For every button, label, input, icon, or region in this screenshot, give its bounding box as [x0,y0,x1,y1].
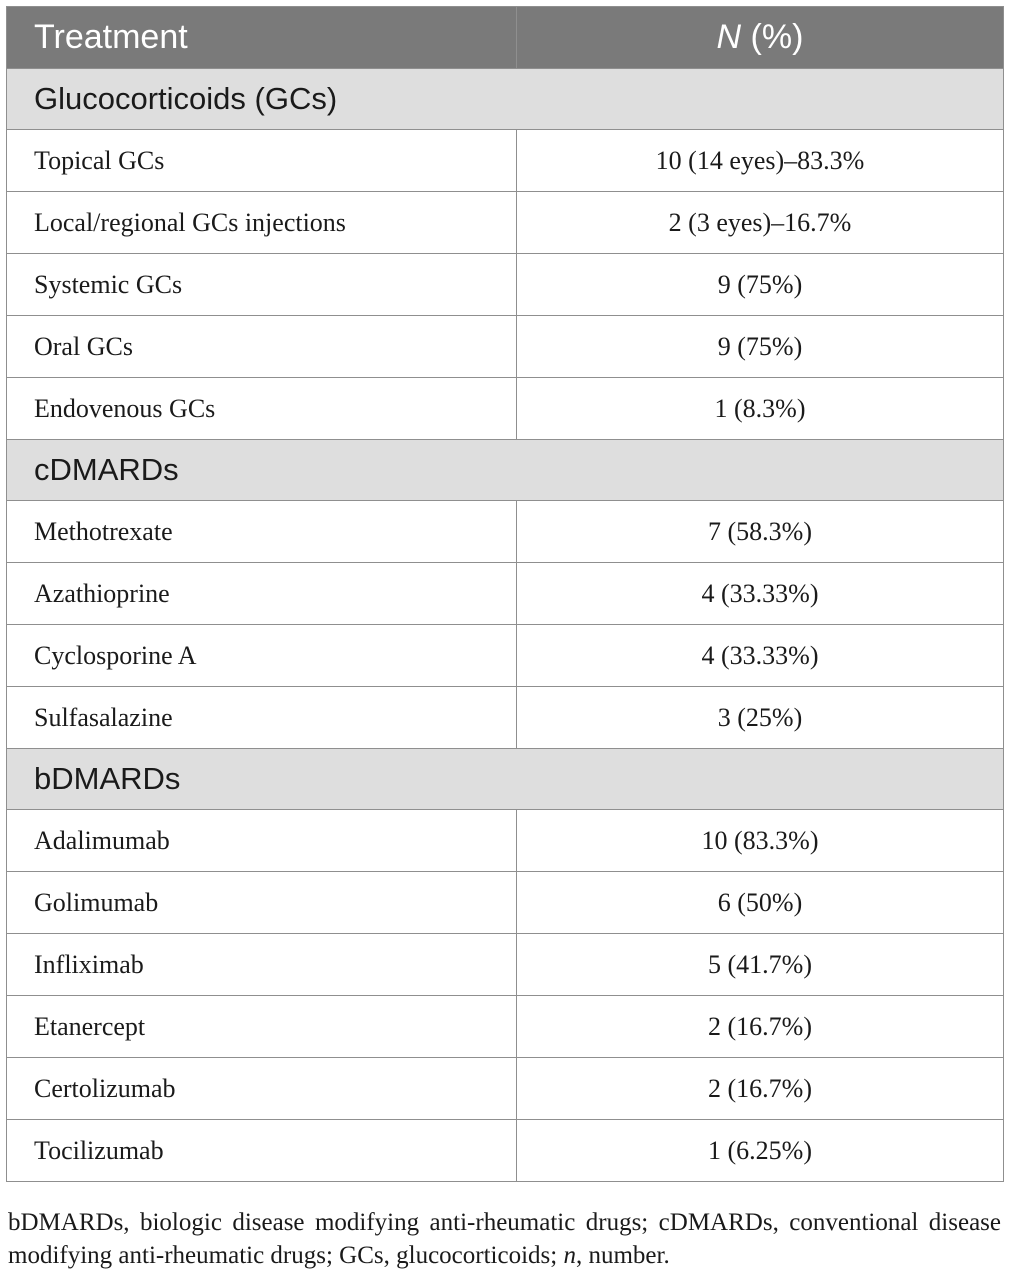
treatment-name: Oral GCs [7,316,517,378]
treatment-name: Methotrexate [7,501,517,563]
table-row [7,192,1004,254]
treatment-name: Infliximab [7,934,517,996]
table-row [7,501,1004,563]
treatment-value: 6 (50%) [517,872,1004,934]
section-row-cdmards [7,440,1004,501]
treatment-value: 1 (8.3%) [517,378,1004,440]
table-row [7,687,1004,749]
header-treatment: Treatment [7,7,517,69]
treatment-value: 3 (25%) [517,687,1004,749]
treatment-name: Sulfasalazine [7,687,517,749]
header-n-percent [517,7,1004,69]
treatment-name: Local/regional GCs injections [7,192,517,254]
treatment-name: Etanercept [7,996,517,1058]
treatment-value: 10 (14 eyes)–83.3% [517,130,1004,192]
table-row [7,316,1004,378]
treatment-value: 9 (75%) [517,254,1004,316]
table-row [7,996,1004,1058]
table-row [7,810,1004,872]
table-row [7,563,1004,625]
table-row [7,1120,1004,1182]
section-title: bDMARDs [7,749,1004,810]
footnote-italic-n: n [563,1242,576,1269]
table-footnote [8,1206,1001,1272]
treatment-value: 7 (58.3%) [517,501,1004,563]
treatment-name: Certolizumab [7,1058,517,1120]
section-row-glucocorticoids [7,69,1004,130]
footnote-text-1: bDMARDs, biologic disease modifying anti-rheumatic drugs; cDMARDs, conventional disease modifying anti-rheumatic drugs; GCs, glucocorticoids; [8,1209,1001,1269]
table-row [7,872,1004,934]
section-title: Glucocorticoids (GCs) [7,69,1004,130]
treatment-name: Tocilizumab [7,1120,517,1182]
treatment-name: Systemic GCs [7,254,517,316]
treatment-value: 4 (33.33%) [517,625,1004,687]
treatment-value: 2 (16.7%) [517,996,1004,1058]
treatment-value: 9 (75%) [517,316,1004,378]
table-body [7,69,1004,1182]
treatment-value: 5 (41.7%) [517,934,1004,996]
footnote-text-2: , number. [575,1242,670,1269]
treatment-name: Azathioprine [7,563,517,625]
treatment-name: Golimumab [7,872,517,934]
treatment-value: 4 (33.33%) [517,563,1004,625]
table-row [7,378,1004,440]
treatment-table [6,6,1004,1182]
treatment-value: 2 (3 eyes)–16.7% [517,192,1004,254]
treatment-value: 1 (6.25%) [517,1120,1004,1182]
header-n-label: N [716,18,742,56]
treatment-value: 10 (83.3%) [517,810,1004,872]
treatment-name: Topical GCs [7,130,517,192]
treatment-name: Endovenous GCs [7,378,517,440]
section-title: cDMARDs [7,440,1004,501]
treatment-value: 2 (16.7%) [517,1058,1004,1120]
treatment-name: Adalimumab [7,810,517,872]
table-header-row [7,7,1004,69]
table-row [7,625,1004,687]
table-row [7,130,1004,192]
section-row-bdmards [7,749,1004,810]
table-row [7,1058,1004,1120]
table-row [7,934,1004,996]
table-row [7,254,1004,316]
treatment-name: Cyclosporine A [7,625,517,687]
header-percent-label: (%) [741,18,804,56]
